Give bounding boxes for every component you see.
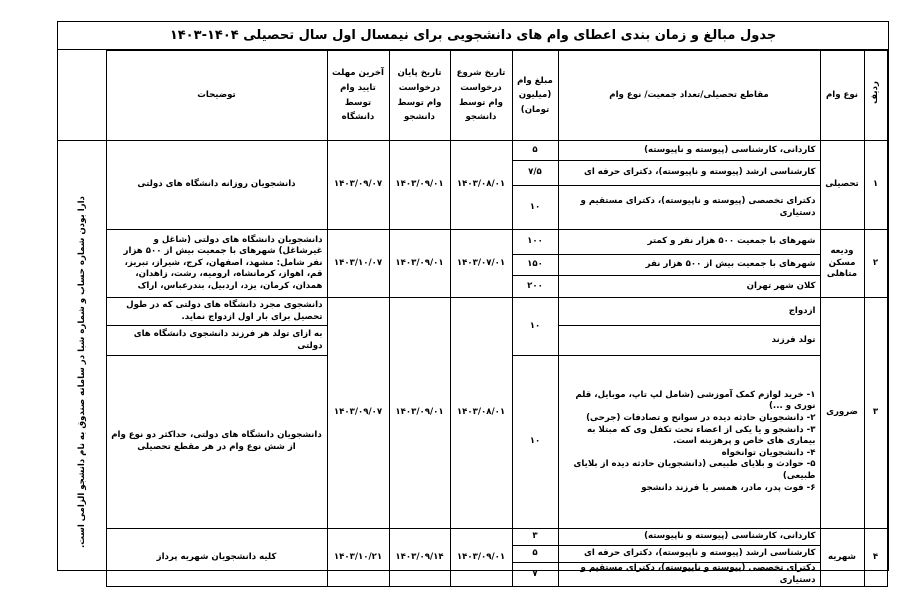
amount-cell: ۱۵۰ bbox=[512, 255, 558, 276]
row-number: ۲ bbox=[864, 230, 887, 298]
list-item: ۱- خرید لوازم کمک آموزشی (شامل لپ تاپ، موبایل، قلم نوری و ...) bbox=[575, 389, 816, 412]
side-note-text: دارا بودن شماره حساب و شماره شبا در سامانه صندوق به نام دانشجو الزامی است. bbox=[76, 196, 87, 548]
deadline-date: ۱۴۰۳/۱۰/۰۷ bbox=[327, 230, 389, 298]
header-row bbox=[58, 51, 887, 141]
loan-type: شهریه bbox=[820, 529, 864, 587]
start-date: ۱۴۰۳/۰۷/۰۱ bbox=[450, 230, 512, 298]
loan-table bbox=[58, 50, 888, 587]
level-cell: دکترای تخصصی (پیوسته و ناپیوسته)، دکترای مستقیم و دستیاری bbox=[558, 186, 820, 230]
header-deadline: آخرین مهلت تایید وام توسط دانشگاه bbox=[327, 51, 389, 141]
side-note-header bbox=[58, 51, 106, 141]
level-cell: کارشناسی ارشد (پیوسته و ناپیوسته)، دکترای حرفه ای bbox=[558, 546, 820, 563]
end-date: ۱۴۰۳/۰۹/۱۴ bbox=[389, 529, 450, 587]
description: دانشجویان روزانه دانشگاه های دولتی bbox=[106, 141, 327, 230]
deadline-date: ۱۴۰۳/۰۹/۰۷ bbox=[327, 298, 389, 529]
list-item: ۵- حوادث و بلایای طبیعی (دانشجویان حادثه دیده از بلایای طبیعی) bbox=[573, 459, 816, 481]
description: کلیه دانشجویان شهریه پرداز bbox=[106, 529, 327, 587]
header-row-number: ردیف bbox=[864, 51, 887, 141]
header-loan-type: نوع وام bbox=[820, 51, 864, 141]
level-cell: شهرهای با جمعیت بیش از ۵۰۰ هزار نفر bbox=[558, 255, 820, 276]
amount-cell: ۳ bbox=[512, 529, 558, 546]
loan-type: ودیعه مسکن متاهلی bbox=[820, 230, 864, 298]
row-number: ۱ bbox=[864, 141, 887, 230]
amount-cell: ۱۰ bbox=[512, 356, 558, 529]
amount-cell: ۷/۵ bbox=[512, 161, 558, 186]
level-cell: کلان شهر تهران bbox=[558, 276, 820, 298]
level-cell: کارشناسی ارشد (پیوسته و ناپیوسته)، دکترای حرفه ای bbox=[558, 161, 820, 186]
row-number: ۳ bbox=[864, 298, 887, 529]
list-item: ۴- دانشجویان توانخواه bbox=[721, 447, 816, 458]
amount-cell: ۵ bbox=[512, 141, 558, 161]
table-row bbox=[58, 298, 887, 326]
start-date: ۱۴۰۳/۰۸/۰۱ bbox=[450, 298, 512, 529]
end-date: ۱۴۰۳/۰۹/۰۱ bbox=[389, 230, 450, 298]
amount-cell: ۱۰ bbox=[512, 186, 558, 230]
loan-table-frame bbox=[57, 21, 889, 585]
side-note bbox=[58, 152, 106, 592]
table-title: جدول مبالغ و زمان بندی اعطای وام های دانشجویی برای نیمسال اول سال تحصیلی ۱۴۰۴-۱۴۰۳ bbox=[58, 22, 888, 50]
description: به ازای تولد هر فرزند دانشجوی دانشگاه های دولتی bbox=[106, 326, 327, 356]
amount-cell: ۱۰۰ bbox=[512, 230, 558, 255]
deadline-date: ۱۴۰۳/۱۰/۲۱ bbox=[327, 529, 389, 587]
start-date: ۱۴۰۳/۰۸/۰۱ bbox=[450, 141, 512, 230]
header-description: توضیحات bbox=[106, 51, 327, 141]
list-item: ۲- دانشجویان حادثه دیده در سوانح و تصادفات (جرحی) bbox=[586, 413, 816, 424]
description: دانشجویان دانشگاه های دولتی (شاغل و غیرشاغل) شهرهای با جمعیت بیش از ۵۰۰ هزار نفر شامل: مشهد، اصفهان، کرج، شیراز، تبریز، قم، اهواز، کرمانشاه، ارومیه، رشت، زاهدان، همدان، کرمان، یزد، اردبیل، بندرعباس، اراک bbox=[106, 230, 327, 298]
table-row bbox=[58, 529, 887, 546]
level-cell: ازدواج bbox=[558, 298, 820, 326]
deadline-date: ۱۴۰۳/۰۹/۰۷ bbox=[327, 141, 389, 230]
level-cell: دکترای تخصصی (پیوسته و ناپیوسته)، دکترای مستقیم و دستیاری bbox=[558, 563, 820, 587]
table-row bbox=[58, 141, 887, 161]
emergency-list bbox=[558, 356, 820, 529]
header-amount: مبلغ وام (میلیون تومان) bbox=[512, 51, 558, 141]
amount-cell: ۷ bbox=[512, 563, 558, 587]
amount-cell: ۱۰ bbox=[512, 298, 558, 356]
start-date: ۱۴۰۳/۰۹/۰۱ bbox=[450, 529, 512, 587]
end-date: ۱۴۰۳/۰۹/۰۱ bbox=[389, 298, 450, 529]
list-item: ۳- دانشجو و یا یکی از اعضاء تحت تکفل وی که مبتلا به بیماری های خاص و پرهزینه است. bbox=[587, 424, 816, 447]
list-item: ۶- فوت پدر، مادر، همسر یا فرزند دانشجو bbox=[641, 482, 816, 493]
level-cell: کاردانی، کارشناسی (پیوسته و ناپیوسته) bbox=[558, 141, 820, 161]
table-row bbox=[58, 230, 887, 255]
description: دانشجوی مجرد دانشگاه های دولتی که در طول تحصیل برای بار اول ازدواج نماید. bbox=[106, 298, 327, 326]
header-start-date: تاریخ شروع درخواست وام توسط دانشجو bbox=[450, 51, 512, 141]
header-levels: مقاطع تحصیلی/تعداد جمعیت/ نوع وام bbox=[558, 51, 820, 141]
description: دانشجویان دانشگاه های دولتی، حداکثر دو نوع وام از شش نوع وام در هر مقطع تحصیلی bbox=[106, 356, 327, 529]
end-date: ۱۴۰۳/۰۹/۰۱ bbox=[389, 141, 450, 230]
level-cell: تولد فرزند bbox=[558, 326, 820, 356]
loan-type: تحصیلی bbox=[820, 141, 864, 230]
amount-cell: ۲۰۰ bbox=[512, 276, 558, 298]
header-end-date: تاریخ پایان درخواست وام توسط دانشجو bbox=[389, 51, 450, 141]
level-cell: شهرهای با جمعیت ۵۰۰ هزار نفر و کمتر bbox=[558, 230, 820, 255]
row-number: ۴ bbox=[864, 529, 887, 587]
loan-type: ضروری bbox=[820, 298, 864, 529]
amount-cell: ۵ bbox=[512, 546, 558, 563]
level-cell: کاردانی، کارشناسی (پیوسته و ناپیوسته) bbox=[558, 529, 820, 546]
